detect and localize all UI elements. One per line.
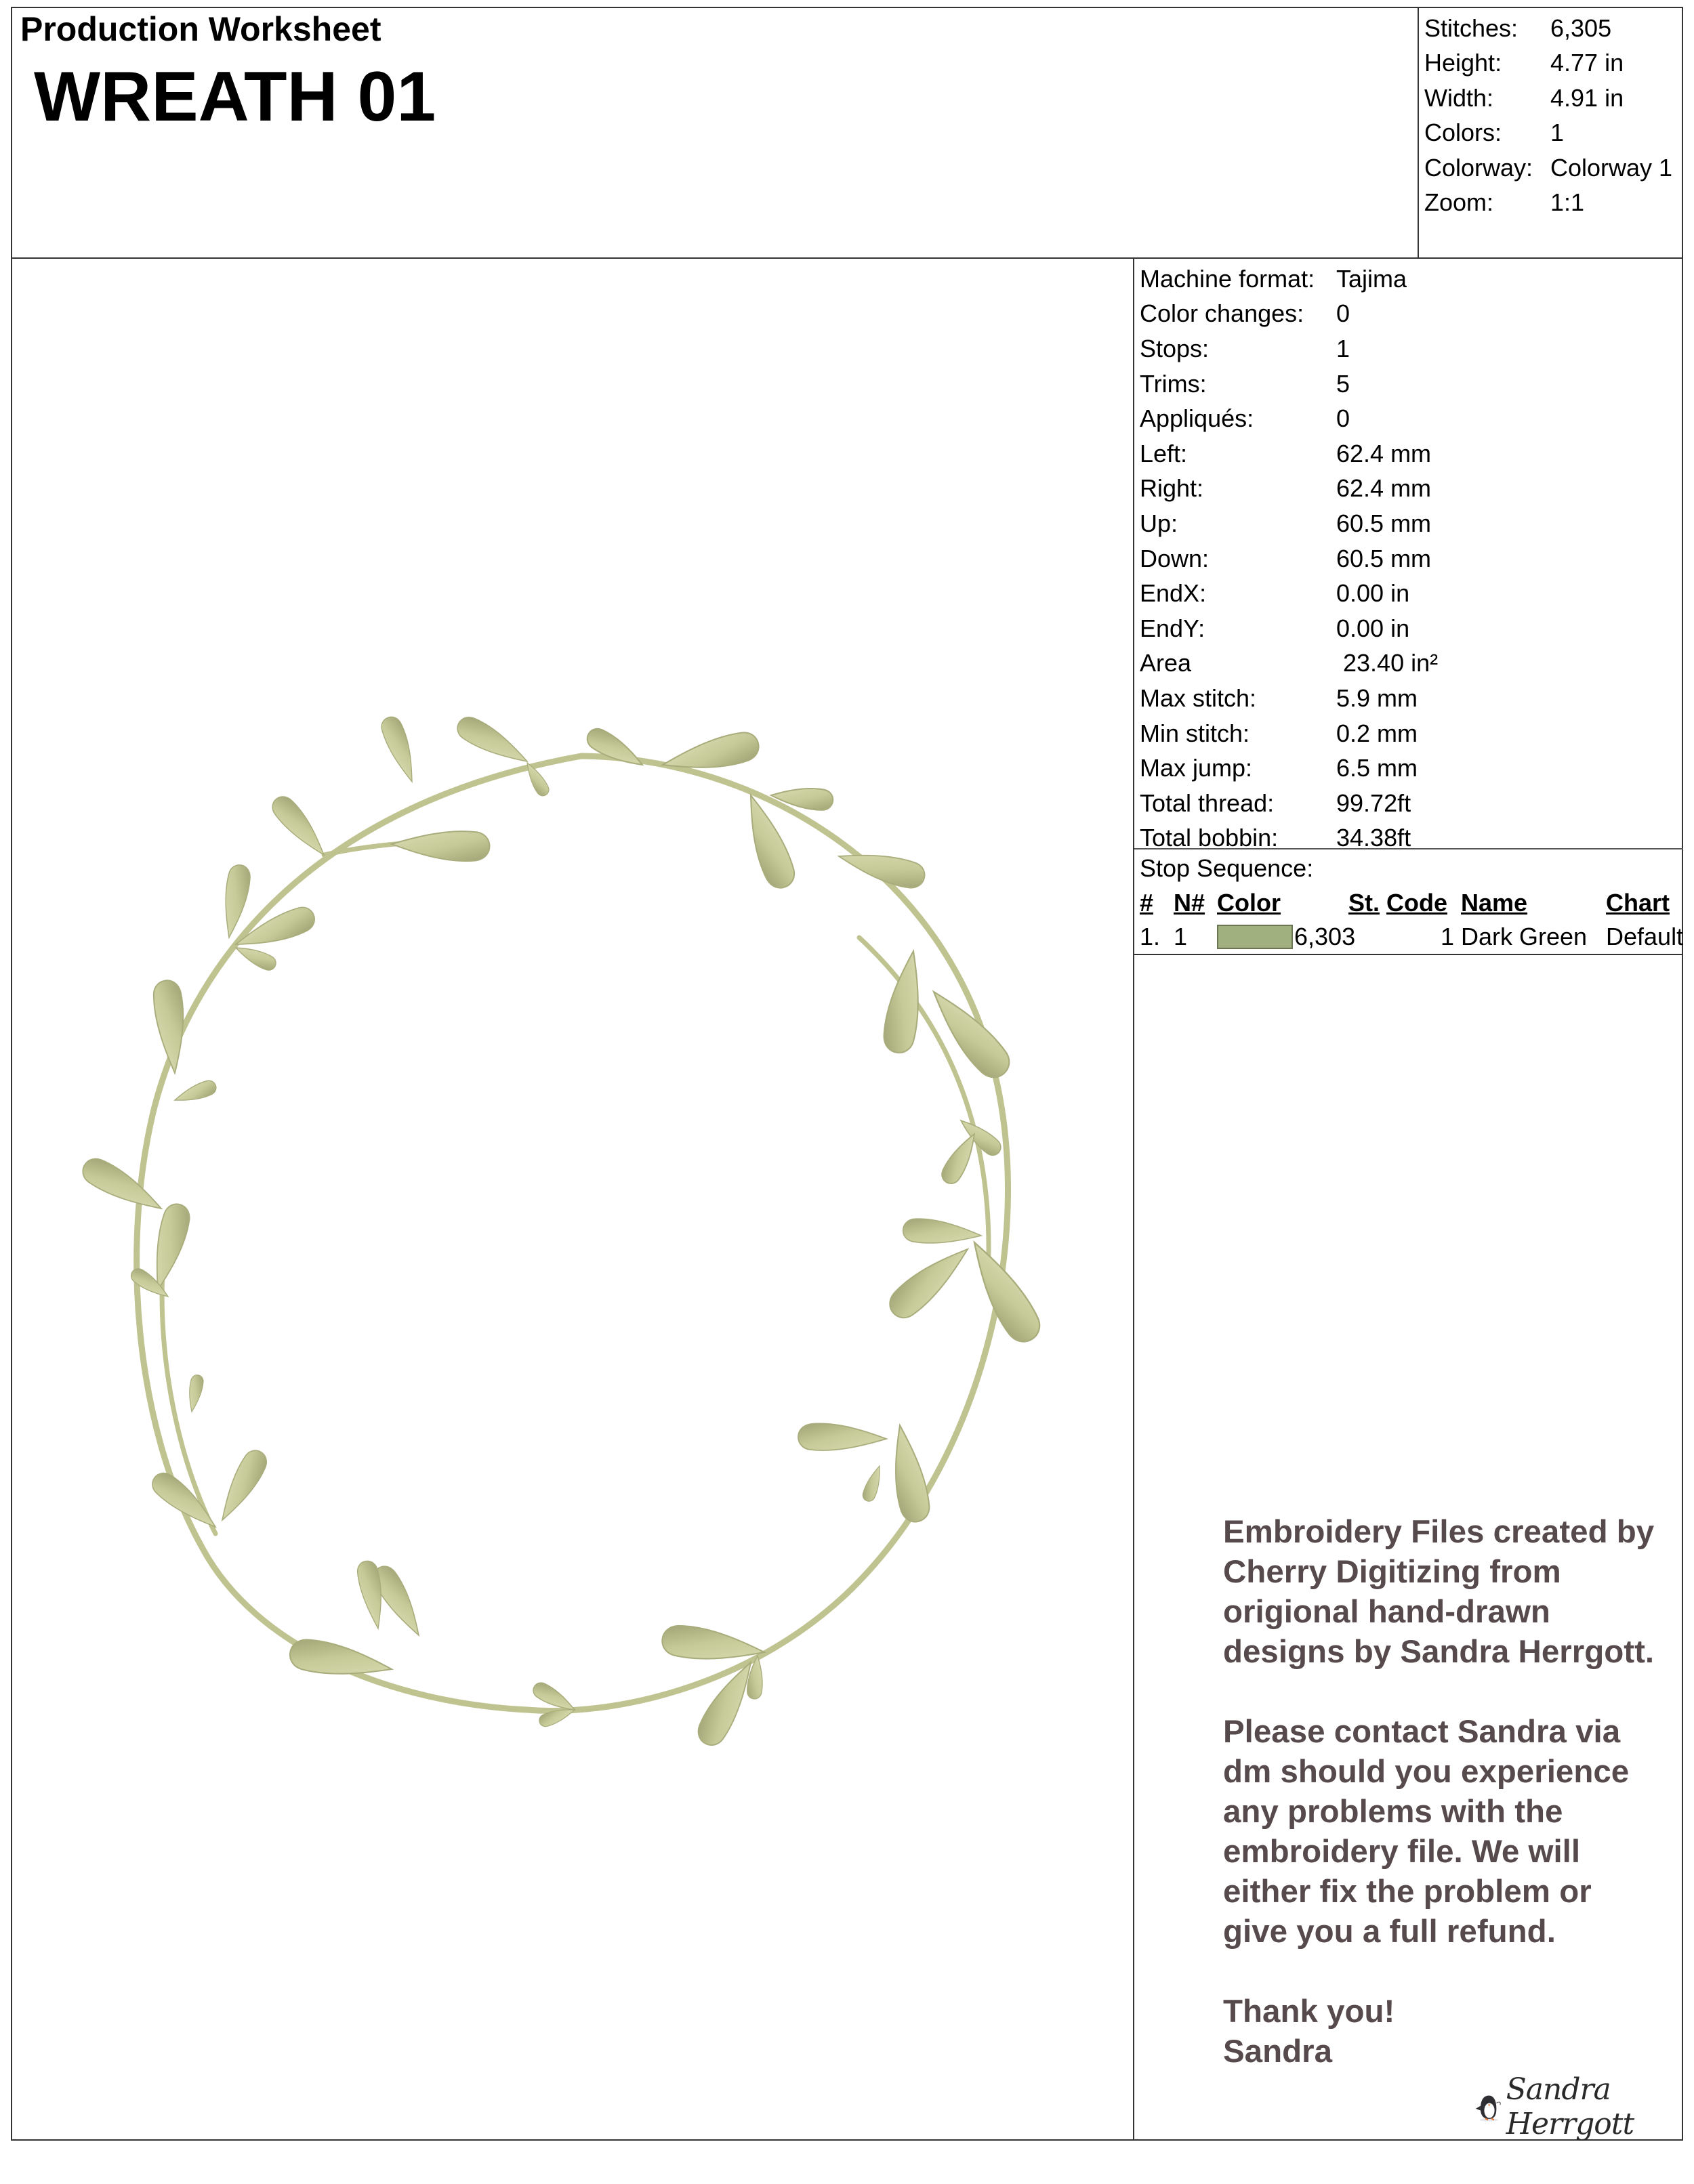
stat-row: [1140, 471, 1683, 507]
summary-value: 6,305: [1550, 14, 1612, 42]
design-preview: [12, 260, 1132, 2139]
summary-label: Stitches:: [1424, 14, 1519, 42]
row-chart: Default: [1606, 923, 1684, 950]
worksheet-title: Production Worksheet: [20, 10, 381, 48]
stat-label: Min stitch:: [1140, 719, 1250, 747]
stat-label: Stops:: [1140, 334, 1210, 362]
worksheet-header: [11, 7, 1683, 259]
stat-value: 5.9 mm: [1336, 684, 1418, 712]
stat-label: Down:: [1140, 544, 1210, 572]
row-stitches: 6,303: [1294, 923, 1356, 950]
stat-value: 60.5 mm: [1336, 544, 1432, 572]
stat-value: 6.5 mm: [1336, 754, 1418, 782]
summary-value: Colorway 1: [1550, 153, 1673, 182]
stat-label: Max stitch:: [1140, 684, 1257, 712]
note-paragraph: Embroidery Files created by Cherry Digitizing from origional hand-drawn designs by Sandra Herrgott.: [1223, 1514, 1655, 1670]
summary-value: 4.91 in: [1550, 83, 1624, 112]
row-name: Dark Green: [1461, 923, 1588, 950]
stat-label: Machine format:: [1140, 264, 1315, 293]
stat-row: [1140, 681, 1683, 716]
summary-row-stitches: [1424, 11, 1682, 46]
row-needle: 1: [1174, 923, 1188, 950]
stat-label: Total thread:: [1140, 789, 1275, 817]
column-header-needle: N#: [1174, 889, 1205, 917]
design-name: WREATH 01: [34, 58, 436, 136]
stop-sequence: [1134, 849, 1683, 955]
stat-label: Trims:: [1140, 369, 1207, 398]
note-signoff: Sandra: [1223, 2034, 1333, 2070]
summary-row-height: [1424, 46, 1682, 81]
summary-label: Colors:: [1424, 119, 1502, 147]
stat-value: Tajima: [1336, 264, 1407, 293]
column-header-color: Color: [1217, 889, 1281, 917]
stop-sequence-table: [1140, 886, 1683, 954]
penguin-icon: [1476, 2085, 1502, 2128]
summary-value: 1: [1550, 119, 1565, 147]
stat-row: [1140, 576, 1683, 611]
stat-label: EndX:: [1140, 579, 1207, 608]
design-summary: [1418, 7, 1682, 257]
stat-value: 60.5 mm: [1336, 509, 1432, 537]
stat-label: EndY:: [1140, 614, 1205, 642]
stat-value: 23.40 in²: [1336, 649, 1439, 677]
stat-value: 62.4 mm: [1336, 474, 1432, 503]
summary-row-colors: [1424, 116, 1682, 151]
summary-row-zoom: [1424, 186, 1682, 221]
designer-note: [1223, 1512, 1657, 2072]
stat-label: Appliqués:: [1140, 404, 1254, 433]
stat-value: 0.00 in: [1336, 579, 1410, 608]
stat-value: 5: [1336, 369, 1350, 398]
row-index: 1.: [1140, 923, 1161, 950]
stat-row: [1140, 366, 1683, 402]
row-color: [1217, 920, 1298, 954]
stat-row: [1140, 436, 1683, 471]
wreath-embroidery-image: [12, 260, 1132, 2139]
summary-value: 1:1: [1550, 188, 1585, 217]
stat-row: [1140, 331, 1683, 366]
stat-value: 1: [1336, 334, 1350, 362]
summary-label: Width:: [1424, 83, 1494, 112]
column-header-code: Code: [1386, 889, 1447, 917]
stat-value: 34.38ft: [1336, 824, 1411, 852]
summary-row-width: [1424, 81, 1682, 116]
column-header-index: #: [1140, 889, 1154, 917]
stop-sequence-title: Stop Sequence:: [1140, 854, 1314, 882]
column-header-name: Name: [1461, 889, 1528, 917]
stat-row: [1140, 751, 1683, 786]
row-code: 1: [1440, 923, 1454, 950]
stat-row: [1140, 611, 1683, 646]
stat-label: Area: [1140, 649, 1192, 677]
signature-text: Sandra Herrgott: [1506, 2072, 1634, 2141]
stat-row: [1140, 401, 1683, 436]
column-header-stitches: St.: [1348, 889, 1380, 917]
summary-row-colorway: [1424, 150, 1682, 186]
summary-value: 4.77 in: [1550, 49, 1624, 77]
designer-signature: [1476, 2072, 1672, 2141]
stat-value: 0.2 mm: [1336, 719, 1418, 747]
machine-stats: [1134, 259, 1683, 852]
color-swatch: [1217, 925, 1293, 949]
stat-row: [1140, 541, 1683, 576]
stat-row: [1140, 261, 1683, 297]
stat-value: 99.72ft: [1336, 789, 1411, 817]
stat-label: Total bobbin:: [1140, 824, 1279, 852]
summary-label: Zoom:: [1424, 188, 1494, 217]
stat-value: 0: [1336, 404, 1350, 433]
stat-value: 62.4 mm: [1336, 439, 1432, 467]
stat-row: [1140, 786, 1683, 821]
note-closing: Thank you!: [1223, 1994, 1395, 2030]
stat-label: Color changes:: [1140, 299, 1304, 328]
stat-label: Right:: [1140, 474, 1204, 503]
column-header-chart: Chart: [1606, 889, 1670, 917]
stat-row: [1140, 646, 1683, 681]
stat-row: [1140, 506, 1683, 541]
summary-label: Colorway:: [1424, 153, 1533, 182]
stat-label: Max jump:: [1140, 754, 1253, 782]
stat-value: 0.00 in: [1336, 614, 1410, 642]
stat-row: [1140, 297, 1683, 332]
note-paragraph: Please contact Sandra via dm should you experience any problems with the embroidery file. We will either fix the problem or give you a full refund.: [1223, 1714, 1630, 1950]
stat-label: Left:: [1140, 439, 1188, 467]
summary-label: Height:: [1424, 49, 1502, 77]
stat-label: Up:: [1140, 509, 1178, 537]
stat-value: 0: [1336, 299, 1350, 328]
stat-row: [1140, 716, 1683, 751]
